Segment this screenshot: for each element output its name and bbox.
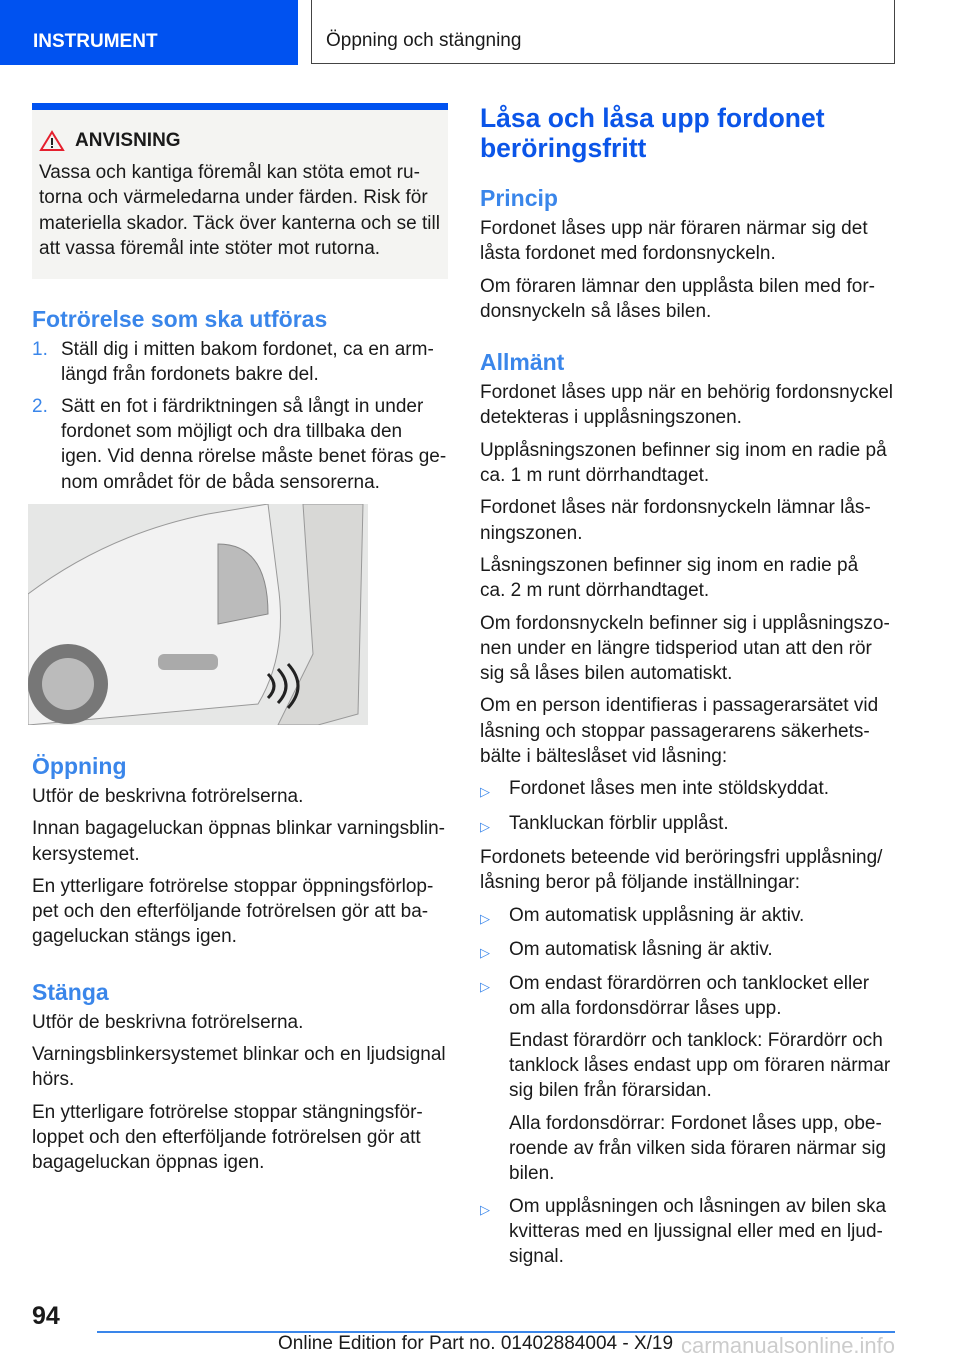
step-number: 1.	[32, 339, 48, 361]
warning-triangle-icon	[39, 130, 65, 152]
step-text: Sätt en fot i färdriktningen så långt in under fordonet som möjligt och dra tillbaka den igen. Vid denna rörelse måste benet föras ge- nom området för de båda sensorerna.	[61, 395, 447, 493]
bullet-text: Tankluckan förblir upplåst.	[509, 812, 729, 834]
bullet-text: Om endast förardörren och tanklocket eller om alla fordonsdörrar låses upp.	[509, 973, 870, 1020]
section-title: Låsa och låsa upp fordonet beröringsfritt	[480, 103, 825, 163]
page-number: 94	[32, 1302, 60, 1330]
step-item	[32, 394, 448, 495]
paragraph: Innan bagageluckan öppnas blinkar varningsblin- kersystemet.	[32, 818, 446, 865]
left-column	[32, 103, 448, 1183]
paragraph: Varningsblinkersystemet blinkar och en ljudsignal hörs.	[32, 1044, 446, 1091]
chapter-title: Öppning och stängning	[311, 0, 895, 64]
right-column	[480, 103, 896, 1275]
paragraph: Fordonet låses upp när en behörig fordonsnyckel detekteras i upplåsningszonen.	[480, 382, 893, 429]
paragraph: En ytterligare fotrörelse stoppar öppningsförlop- pet och den efterföljande fotrörelsen gör att ba- gageluckan stängs igen.	[32, 875, 434, 948]
open-heading: Öppning	[32, 752, 127, 779]
warning-box	[32, 103, 448, 279]
paragraph: Om fordonsnyckeln befinner sig i upplåsningszo- nen under en längre tidsperiod utan att den rör sig så låses bilen automatiskt.	[480, 612, 890, 685]
paragraph: Om föraren lämnar den upplåsta bilen med for- donsnyckeln så låses bilen.	[480, 275, 875, 322]
paragraph: Utför de beskrivna fotrörelserna.	[32, 1011, 304, 1033]
bullet-item	[480, 1194, 896, 1270]
bullet-item	[480, 903, 896, 931]
bullet-text: Om upplåsningen och låsningen av bilen ska kvitteras med en ljussignal eller med en ljud- signal.	[509, 1195, 887, 1268]
bullet-text: Fordonet låses men inte stöldskyddat.	[509, 778, 830, 800]
triangle-right-icon: ▷	[480, 910, 490, 926]
paragraph: Fordonet låses upp när föraren närmar sig det låsta fordonet med fordonsnyckeln.	[480, 218, 868, 265]
paragraph: Fordonets beteende vid beröringsfri upplåsning/ låsning beror på följande inställningar:	[480, 846, 883, 894]
triangle-right-icon: ▷	[480, 944, 490, 960]
paragraph: En ytterligare fotrörelse stoppar stängningsför- loppet och den efterföljande fotrörelsen gör att bagageluckan öppnas igen.	[32, 1101, 423, 1174]
step-text: Ställ dig i mitten bakom fordonet, ca en arm- längd från fordonets bakre del.	[61, 339, 434, 386]
kick-sensor-illustration	[28, 504, 368, 725]
bullet-item	[480, 811, 896, 839]
step-item	[32, 337, 448, 388]
triangle-right-icon: ▷	[480, 818, 490, 834]
general-heading: Allmänt	[480, 349, 565, 376]
watermark: carmanualsonline.info	[681, 1333, 896, 1358]
close-heading: Stänga	[32, 978, 109, 1005]
sub-paragraph: Alla fordonsdörrar: Fordonet låses upp, obe- roende av från vilken sida föraren närmar sig bilen.	[509, 1112, 887, 1185]
paragraph: Om en person identifieras i passagerarsätet vid låsning och stoppar passagerarens säkerhets- bälte i bälteslåset vid låsning:	[480, 695, 879, 768]
bullet-text: Om automatisk låsning är aktiv.	[509, 938, 773, 960]
warning-text: Vassa och kantiga föremål kan stöta emot ru- torna och värmeledarna under färden. Risk för materiella skador. Täck över kanterna och se till att vassa föremål inte stöter mot rutorna.	[39, 162, 440, 259]
step-number: 2.	[32, 395, 48, 417]
principle-heading: Princip	[480, 185, 558, 211]
section-tab[interactable]: INSTRUMENT	[0, 0, 298, 65]
bullet-item	[480, 937, 896, 965]
triangle-right-icon: ▷	[480, 979, 490, 995]
paragraph: Låsningszonen befinner sig inom en radie på ca. 2 m runt dörrhandtaget.	[480, 554, 859, 602]
triangle-right-icon: ▷	[480, 784, 490, 800]
bullet-item	[480, 776, 896, 804]
motion-heading: Fotrörelse som ska utföras	[32, 306, 328, 333]
edition-text: Online Edition for Part no. 01402884004 - X/19	[278, 1333, 674, 1354]
paragraph: Fordonet låses när fordonsnyckeln lämnar lås- ningszonen.	[480, 497, 871, 544]
sub-paragraph: Endast förardörr och tanklock: Förardörr och tanklock låses endast upp om föraren närmar sig bilen från förarsidan.	[509, 1029, 891, 1102]
bullet-text: Om automatisk upplåsning är aktiv.	[509, 904, 805, 926]
warning-title: ANVISNING	[75, 130, 181, 151]
paragraph: Upplåsningszonen befinner sig inom en radie på ca. 1 m runt dörrhandtaget.	[480, 439, 887, 487]
triangle-right-icon: ▷	[480, 1201, 490, 1217]
paragraph: Utför de beskrivna fotrörelserna.	[32, 785, 304, 807]
bullet-item	[480, 971, 896, 1022]
